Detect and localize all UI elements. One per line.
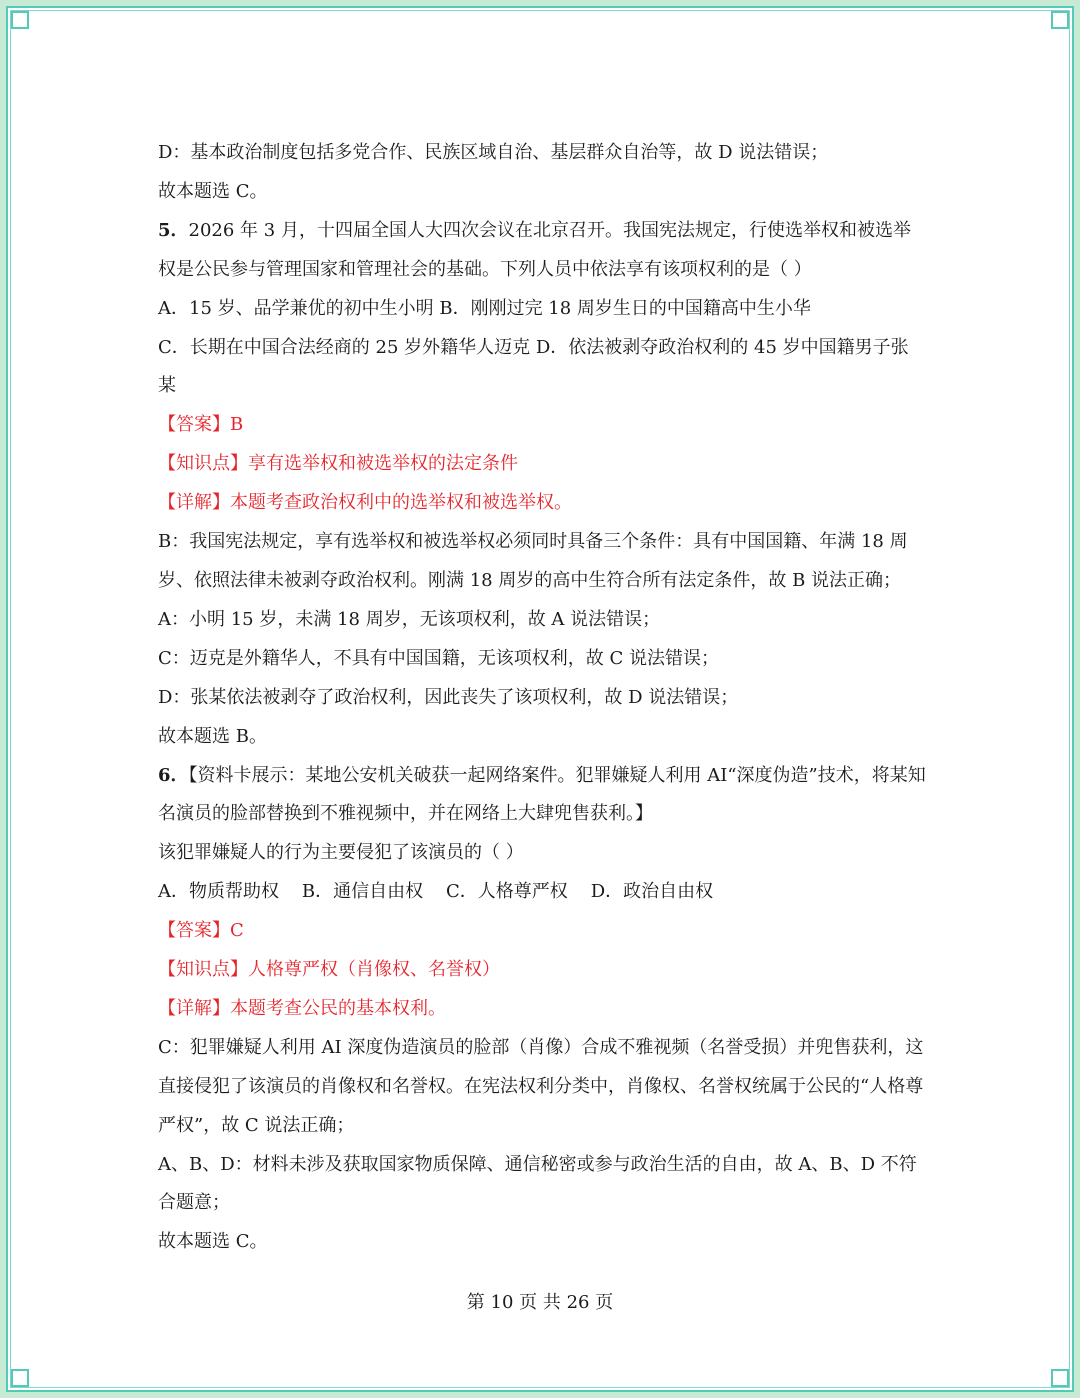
q5-stem-text: 2026 年 3 月，十四届全国人大四次会议在北京召开。我国宪法规定，行使选举权和被选举权是公民参与管理国家和管理社会的基础。下列人员中依法享有该项权利的是（ ）: [158, 219, 911, 280]
q5-stem: [158, 212, 928, 290]
frame-corner-decoration: [1051, 1369, 1069, 1387]
prev-d-explanation: D：基本政治制度包括多党合作、民族区域自治、基层群众自治等，故 D 说法错误；: [158, 142, 829, 163]
q6-answer: 【答案】C: [158, 920, 244, 942]
q6-conclusion: 故本题选 C。: [158, 1231, 268, 1253]
q6-explain-c: C：犯罪嫌疑人利用 AI 深度伪造演员的脸部（肖像）合成不雅视频（名誉受损）并兜售获利，这直接侵犯了该演员的肖像权和名誉权。在宪法权利分类中，肖像权、名誉权统属于公民的“人格尊严权”，故 C 说法正确；: [158, 1036, 924, 1136]
q5-conclusion: 故本题选 B。: [158, 725, 267, 747]
q6-option-b: B．通信自由权: [301, 881, 424, 903]
page-number-footer: 第 10 页 共 26 页: [466, 1292, 614, 1313]
q5-explain-d: D：张某依法被剥夺了政治权利，因此丧失了该项权利，故 D 说法错误；: [158, 686, 739, 708]
q6-material: [158, 757, 928, 835]
frame-corner-decoration: [11, 1369, 29, 1387]
q5-explain-a: A：小明 15 岁，未满 18 周岁，无该项权利，故 A 说法错误；: [158, 608, 661, 630]
q6-option-d: D．政治自由权: [590, 881, 714, 903]
q6-explain-abd: A、B、D：材料未涉及获取国家物质保障、通信秘密或参与政治生活的自由，故 A、B、D 不符合题意；: [158, 1153, 917, 1214]
q5-explain-b: B：我国宪法规定，享有选举权和被选举权必须同时具备三个条件：具有中国国籍、年满 18 周岁、依照法律未被剥夺政治权利。刚满 18 周岁的高中生符合所有法定条件，故 B 说法正确；: [158, 531, 908, 591]
q5-explain-heading: 【详解】本题考查政治权利中的选举权和被选举权。: [158, 492, 572, 514]
q6-knowledge-point: 【知识点】人格尊严权（肖像权、名誉权）: [158, 959, 500, 981]
q6-stem: 该犯罪嫌疑人的行为主要侵犯了该演员的（ ）: [158, 842, 524, 864]
q5-number: 5．: [158, 219, 189, 241]
q6-number: 6．: [158, 764, 189, 786]
q6-material-text: 【资料卡展示：某地公安机关破获一起网络案件。犯罪嫌疑人利用 AI“深度伪造”技术，将某知名演员的脸部替换到不雅视频中，并在网络上大肆兜售获利。】: [158, 764, 926, 825]
prev-conclusion: 故本题选 C。: [158, 180, 268, 202]
q5-explain-c: C：迈克是外籍华人，不具有中国国籍，无该项权利，故 C 说法错误；: [158, 647, 719, 669]
q5-knowledge-point: 【知识点】享有选举权和被选举权的法定条件: [158, 453, 518, 475]
q5-options-ab: A．15 岁、品学兼优的初中生小明 B．刚刚过完 18 周岁生日的中国籍高中生小华: [158, 297, 811, 319]
q6-option-c: C．人格尊严权: [446, 881, 568, 903]
q5-answer: 【答案】B: [158, 414, 244, 436]
q5-options-cd: C．长期在中国合法经商的 25 岁外籍华人迈克 D．依法被剥夺政治权利的 45 岁中国籍男子张某: [158, 336, 909, 397]
frame-corner-decoration: [1051, 11, 1069, 29]
q6-options: [158, 873, 928, 912]
q6-option-a: A．物质帮助权: [158, 881, 279, 903]
q6-explain-heading: 【详解】本题考查公民的基本权利。: [158, 997, 446, 1019]
document-body: [158, 134, 928, 1262]
frame-corner-decoration: [11, 11, 29, 29]
